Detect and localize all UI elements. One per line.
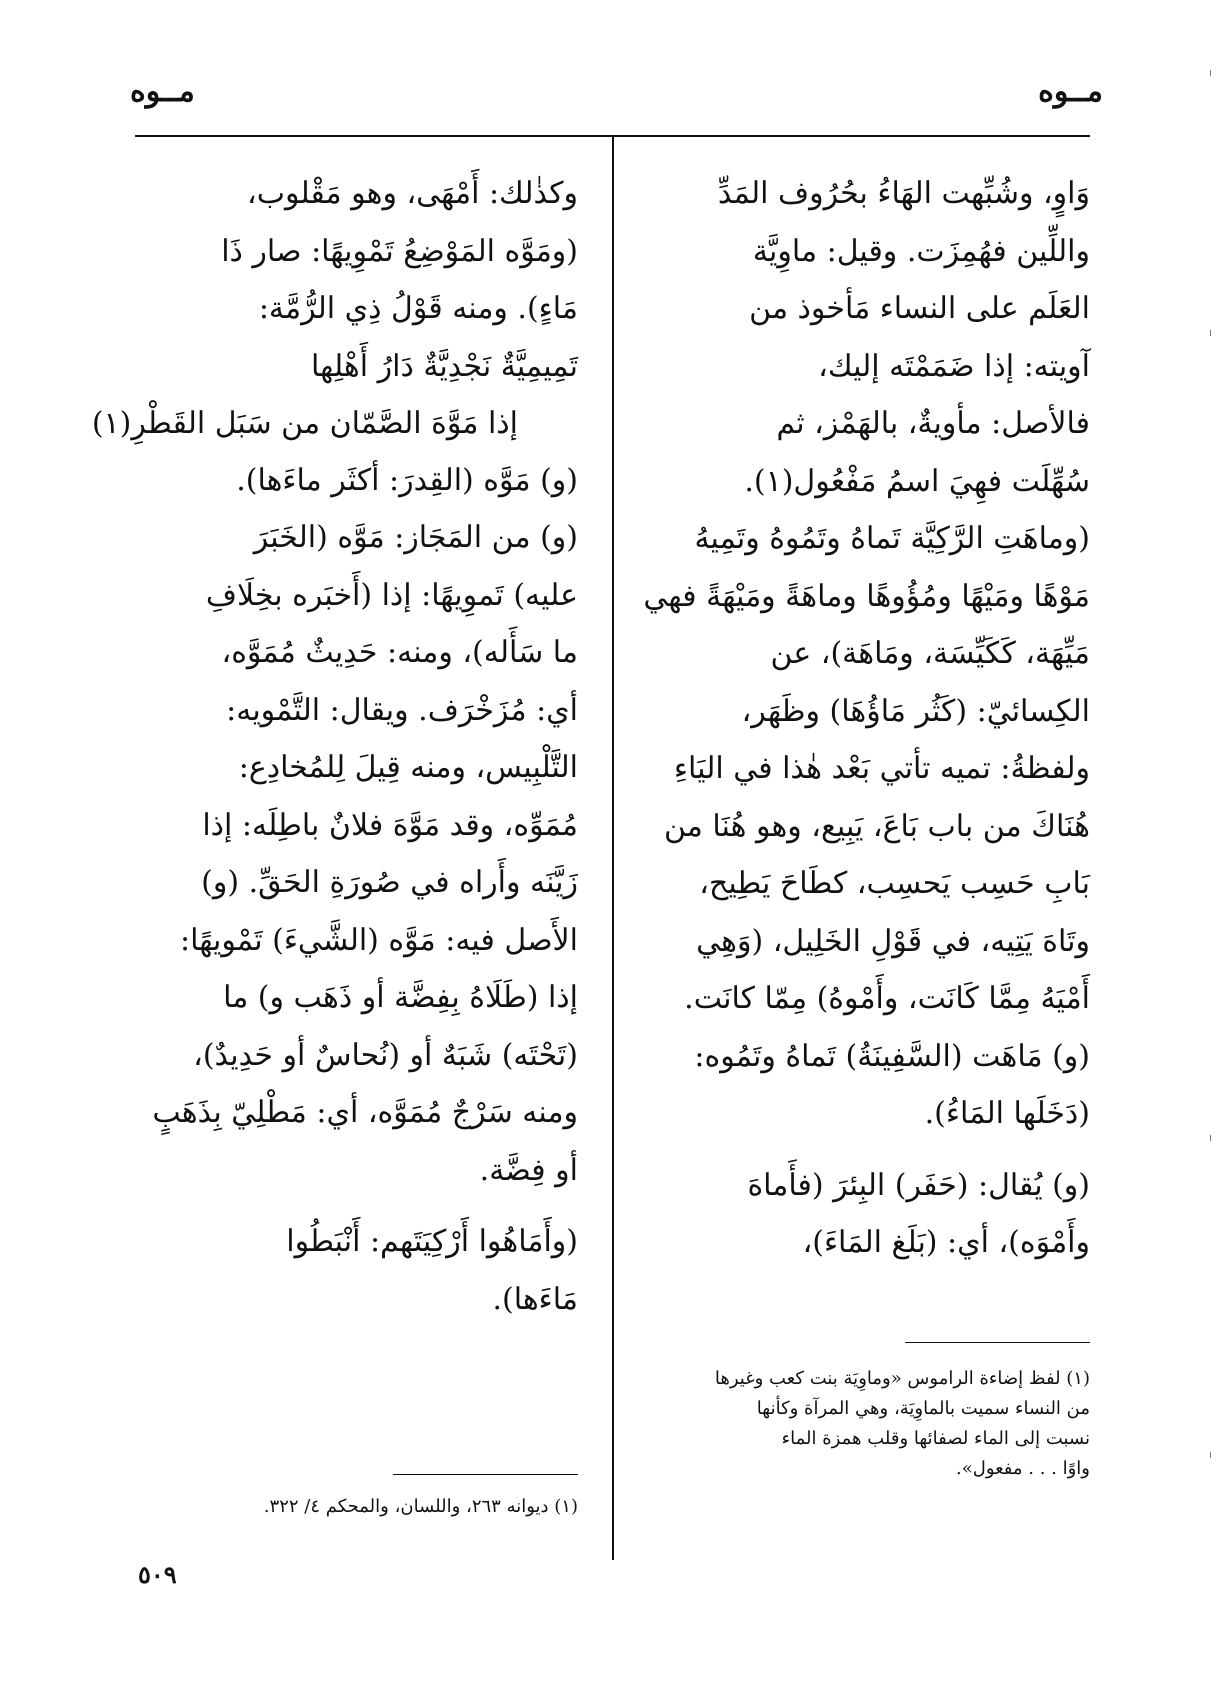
text-line: (وأَمَاهُوا أَرْكِيَتَهم: أَنْبَطُوا	[286, 1224, 578, 1259]
footnote-line: واوًا . . . مفعول».	[956, 1458, 1090, 1479]
text-line: أَمْيَهُ مِمَّا كَانَت، وأَمْوهُ) مِمّا كانَت.	[684, 981, 1090, 1016]
right-column	[643, 165, 1090, 1272]
text-line: (و) يُقال: (حَفَر) البِئرَ (فأَماهَ	[747, 1167, 1090, 1203]
text-line: فالأصل: مأويةٌ، بالهَمْز، ثم	[776, 406, 1090, 441]
edge-mark	[1210, 70, 1211, 76]
text-line: بَابِ حَسِب يَحسِب، كطَاحَ يَطِيح،	[699, 866, 1090, 901]
text-line: ما سَأَله)، ومنه: حَدِيثٌ مُمَوَّه،	[221, 635, 578, 670]
verse-hemistich-second: إذا مَوَّهَ الصَّمّان من سَبَل القَطْرِ(١)	[91, 405, 518, 441]
text-line: ولفظةُ: تميه تأتي بَعْد هٰذا في اليَاءِ	[673, 751, 1090, 786]
text-line: (دَخَلَها المَاءُ).	[924, 1096, 1090, 1131]
text-line: زَيَّنَه وأَراه في صُورَةِ الحَقِّ. (و)	[201, 865, 578, 900]
text-line: وَاوٍ، وشُبِّهت الهَاءُ بحُرُوف المَدِّ	[717, 176, 1090, 211]
text-line: واللِّين فهُمِزَت. وقيل: ماوِيَّة	[752, 233, 1090, 269]
text-line: آويته: إذا ضَمَمْتَه إليك،	[818, 348, 1090, 384]
footnote-left	[133, 1492, 578, 1522]
text-line: إذا (طَلَاهُ بِفِضَّة أو ذَهَب و) ما	[223, 980, 578, 1015]
page-number: ٥٠٩	[138, 1560, 177, 1589]
text-line: العَلَم على النساء مَأخوذ من	[749, 291, 1090, 326]
text-line: الأَصل فيه: مَوَّه (الشَّيءَ) تَمْويهًا:	[179, 922, 578, 958]
text-line: عليه) تَموِيهًا: إذا (أَخبَره بخِلَافِ	[205, 577, 578, 613]
footnote-right	[650, 1364, 1090, 1484]
text-line: (تَحْتَه) شَبَهٌ أو (نُحاسٌ أو حَدِيدٌ)،	[193, 1037, 578, 1073]
text-line: (وماهَتِ الرَّكِيَّة تَماهُ وتَمُوهُ وتَمِيهُ	[694, 521, 1090, 556]
footnote-rule-left	[393, 1474, 578, 1475]
text-line: (و) مَاهَت (السَّفِينَةُ) تَماهُ وتَمُوه:	[694, 1038, 1090, 1074]
text-line: مَيِّهَة، كَكَيِّسَة، ومَاهَة)، عن	[770, 636, 1090, 671]
text-line: مُمَوِّه، وقد مَوَّهَ فلانٌ باطِلَه: إذا	[202, 807, 578, 843]
text-line: وأَمْوَه)، أي: (بَلَغ المَاءَ)،	[802, 1225, 1090, 1260]
column-divider	[612, 137, 614, 1560]
left-column	[91, 165, 578, 1328]
text-line: (و) من المَجَاز: مَوَّه (الخَبَرَ	[253, 520, 578, 555]
footnote-rule-right	[905, 1342, 1090, 1343]
text-line: ومنه سَرْجٌ مُمَوَّه، أي: مَطْلِيّ بِذَهَبٍ	[152, 1095, 578, 1130]
text-line: وتَاهَ يَتِيه، في قَوْلِ الخَلِيل، (وَهِي	[696, 923, 1090, 959]
text-line: الكِسائيّ: (كَثُر مَاؤُهَا) وظَهَر،	[741, 693, 1090, 729]
footnote-line: (١) لفظ إضاءة الراموس «وماوِيَة بنت كعب وغيرها	[714, 1368, 1090, 1389]
footnote-line: نسبت إلى الماء لصفائها وقلب همزة الماء	[781, 1428, 1090, 1449]
edge-mark	[1210, 330, 1211, 336]
text-line: التَّلْبِيس، ومنه قِيلَ لِلمُخادِع:	[238, 750, 578, 785]
edge-mark	[1210, 1135, 1211, 1141]
text-line: (ومَوَّه المَوْضِعُ تَمْوِيهًا: صار ذَا	[221, 233, 578, 269]
text-line: هُنَاكَ من باب بَاعَ، يَبِيع، وهو هُنَا من	[663, 808, 1090, 844]
text-line: أو فِضَّة.	[479, 1152, 578, 1188]
text-line: أي: مُزَخْرَف. ويقال: التَّمْويه:	[226, 692, 578, 728]
text-line: سُهِّلَت فهِيَ اسمُ مَفْعُول(١).	[744, 463, 1090, 499]
footnote-line: من النساء سميت بالماوِيَة، وهي المرآة وكأنها	[756, 1398, 1090, 1419]
edge-mark	[1210, 1452, 1211, 1458]
text-line: مَاءَها).	[492, 1281, 578, 1317]
footnote-line: (١) ديوانه ٢٦٣، واللسان، والمحكم ٤/ ٣٢٢.	[263, 1496, 578, 1517]
text-line: (و) مَوَّه (القِدرَ: أكثَر ماءَها).	[236, 462, 578, 498]
header-root-right: مــوه	[1038, 74, 1103, 109]
text-line: مَاءٍ). ومنه قَوْلُ ذِي الرُّمَّة:	[258, 291, 578, 326]
verse-hemistich-first: تَمِيمِيَّةٌ نَجْدِيَّةٌ دَارُ أَهْلِها	[311, 348, 578, 384]
text-line: مَوْهًا ومَيْهًا ومُؤُوهًا وماهَةً ومَيْهَةً فهي	[643, 578, 1090, 614]
header-root-left: مــوه	[130, 74, 195, 109]
text-line: وكذٰلك: أَمْهَى، وهو مَقْلوب،	[247, 176, 578, 211]
